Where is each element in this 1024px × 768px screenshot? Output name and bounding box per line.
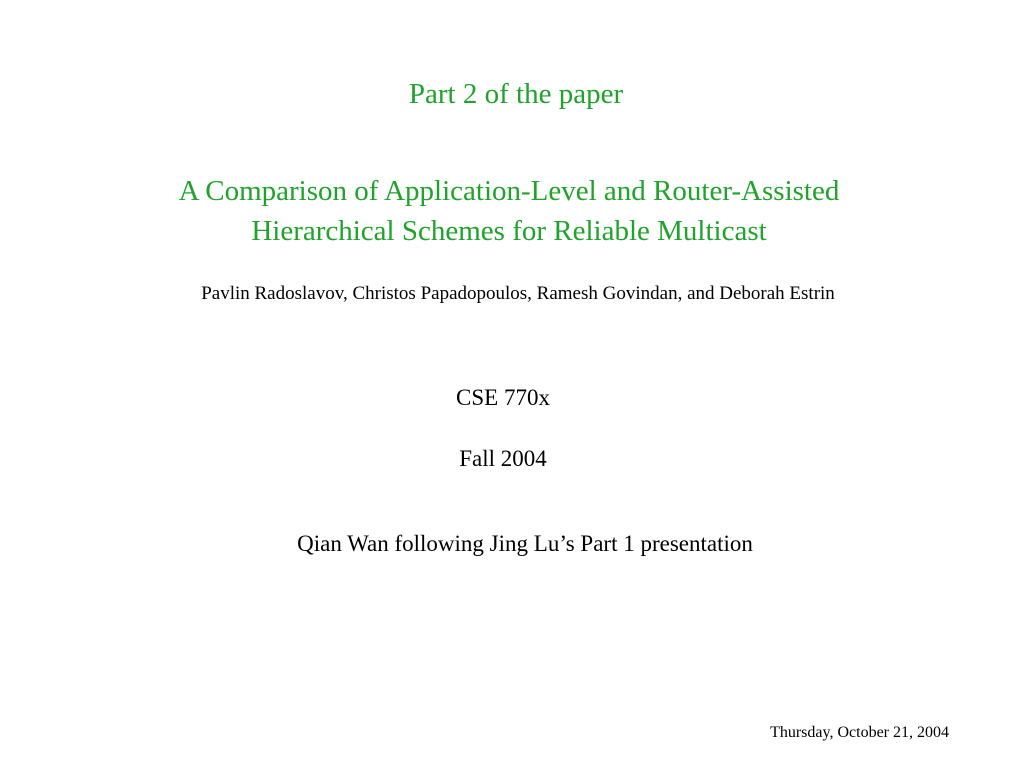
course-code: CSE 770x: [456, 385, 550, 410]
paper-title: [179, 171, 840, 251]
authors: Pavlin Radoslavov, Christos Papadopoulos, Ramesh Govindan, and Deborah Estrin: [201, 283, 835, 304]
presenter-note: Qian Wan following Jing Lu’s Part 1 presentation: [297, 531, 753, 556]
paper-title-line-1: A Comparison of Application-Level and Router-Assisted: [178, 175, 840, 207]
part-heading: Part 2 of the paper: [408, 78, 624, 110]
term: Fall 2004: [459, 446, 547, 471]
paper-title-line-2: Hierarchical Schemes for Reliable Multicast: [251, 215, 767, 247]
slide-date: Thursday, October 21, 2004: [770, 724, 949, 741]
